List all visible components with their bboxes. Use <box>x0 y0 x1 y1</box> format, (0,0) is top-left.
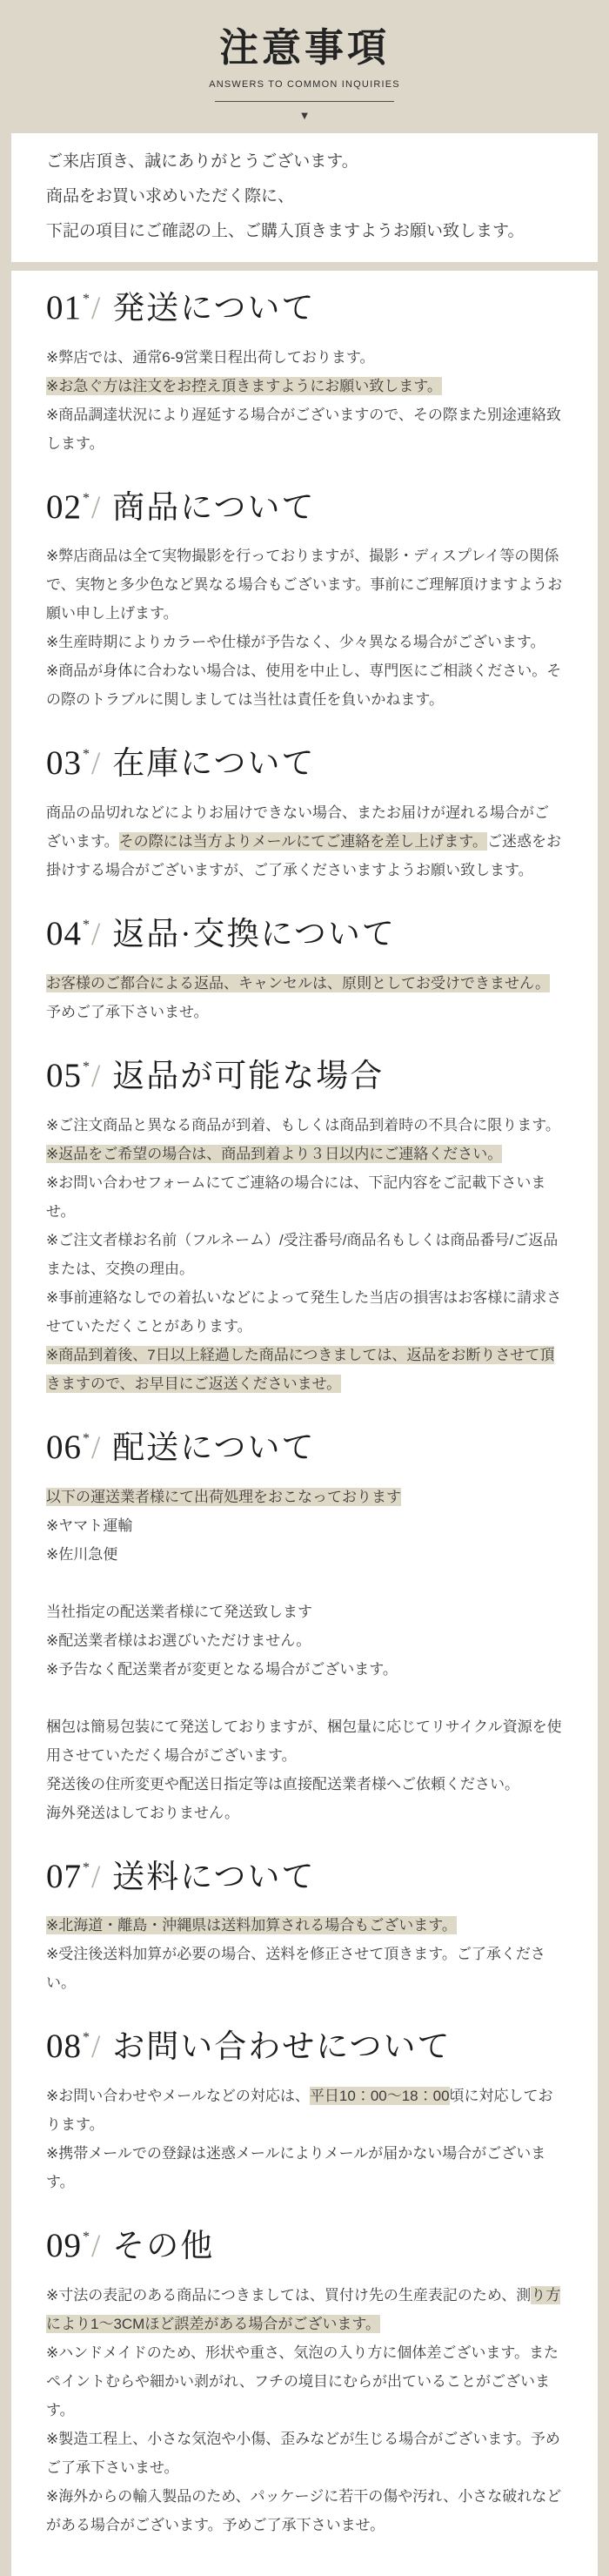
notes-section <box>46 1857 563 1998</box>
paragraph <box>46 628 563 656</box>
text-segment: ※寸法の表記のある商品につきましては、買付け先の生産表記のため、測 <box>46 2286 532 2304</box>
asterisk-icon: * <box>83 291 91 306</box>
paragraph <box>46 1483 563 1511</box>
notes-section <box>46 1428 563 1827</box>
notes-section <box>46 288 563 458</box>
page-header <box>0 0 609 133</box>
slash-separator: / <box>91 2229 103 2265</box>
asterisk-icon: * <box>83 747 91 763</box>
slash-separator: / <box>91 489 103 526</box>
paragraph <box>46 1283 563 1341</box>
notes-section <box>46 743 563 884</box>
notes-section <box>46 488 563 715</box>
page-subtitle: ANSWERS TO COMMON INQUIRIES <box>209 78 400 90</box>
asterisk-icon: * <box>83 2030 91 2046</box>
text-segment: ※製造工程上、小さな気泡や小傷、歪みなどが生じる場合がございます。予めご了承下さいませ。 <box>46 2430 560 2476</box>
paragraph <box>46 2281 563 2338</box>
paragraph <box>46 1226 563 1283</box>
paragraph <box>46 1168 563 1226</box>
asterisk-icon: * <box>83 1430 91 1446</box>
paragraph <box>46 1626 563 1655</box>
text-segment: ※ご注文商品と異なる商品が到着、もしくは商品到着時の不具合に限ります。 <box>46 1116 560 1133</box>
section-heading <box>46 2027 563 2068</box>
asterisk-icon: * <box>83 490 91 506</box>
section-heading <box>46 288 563 329</box>
text-segment: 梱包は簡易包装にて発送しておりますが、梱包量に応じてリサイクル資源を使用させていただく場合がございます。 <box>46 1718 562 1764</box>
section-body <box>46 541 563 714</box>
paragraph <box>46 2082 563 2139</box>
section-number: 08 <box>46 2028 82 2066</box>
slash-separator: / <box>91 746 103 783</box>
section-number: 02 <box>46 488 82 526</box>
paragraph <box>46 798 563 884</box>
text-segment: 海外発送はしておりません。 <box>46 1804 240 1821</box>
highlighted-text: ※お急ぐ方は注文をお控え頂きますようにお願い致します。 <box>46 377 442 394</box>
section-body <box>46 969 563 1026</box>
section-title: 配送について <box>112 1429 316 1466</box>
notes-section <box>46 1056 563 1398</box>
highlighted-text: ※返品をご希望の場合は、商品到着より３日以内にご連絡ください。 <box>46 1145 503 1162</box>
intro-line: 下記の項目にご確認の上、ご購入頂きますようお願い致します。 <box>46 221 525 240</box>
section-title: その他 <box>112 2229 215 2265</box>
paragraph <box>46 2338 563 2425</box>
section-number: 04 <box>46 915 82 953</box>
section-number: 01 <box>46 288 82 326</box>
paragraph <box>46 1597 563 1626</box>
text-segment: 発送後の住所変更や配送日指定等は直接配送業者様へご依頼ください。 <box>46 1775 519 1792</box>
intro-line: ご来店頂き、誠にありがとうございます。 <box>46 151 358 171</box>
text-segment: ※お問い合わせフォームにてご連絡の場合には、下記内容をご記載下さいませ。 <box>46 1174 546 1220</box>
section-body <box>46 1911 563 1997</box>
text-segment: ※生産時期によりカラーや仕様が予告なく、少々異なる場合がございます。 <box>46 634 545 651</box>
text-segment: ※商品が身体に合わない場合は、使用を中止し、専門医にご相談ください。その際のトラブルに関しましては当社は責任を負いかねます。 <box>46 662 562 709</box>
section-title: 在庫について <box>112 746 316 783</box>
text-segment: ※ご注文者様お名前（フルネーム）/受注番号/商品名もしくは商品番号/ご返品または、交換の理由。 <box>46 1231 559 1277</box>
intro-line: 商品をお買い求めいただく際に、 <box>46 186 295 205</box>
paragraph <box>46 2139 563 2196</box>
section-body <box>46 2082 563 2196</box>
paragraph <box>46 1655 563 1684</box>
paragraph <box>46 1540 563 1569</box>
section-number: 06 <box>46 1428 82 1466</box>
slash-separator: / <box>91 917 103 953</box>
section-body <box>46 1111 563 1398</box>
section-title: 返品が可能な場合 <box>112 1058 385 1094</box>
text-segment: ※受注後送料加算が必要の場合、送料を修正させて頂きます。ご了承ください。 <box>46 1946 545 1992</box>
paragraph <box>46 998 563 1026</box>
asterisk-icon: * <box>83 1860 91 1875</box>
section-body <box>46 798 563 884</box>
paragraph <box>46 400 563 458</box>
text-segment: ※ハンドメイドのため、形状や重さ、気泡の入り方に個体差ございます。またペイントむらや細かい剥がれ、フチの境目にむらが出ていることがございます。 <box>46 2344 559 2418</box>
paragraph <box>46 372 563 400</box>
section-heading <box>46 914 563 955</box>
intro-card <box>11 133 598 262</box>
section-number: 03 <box>46 744 82 783</box>
text-segment: ※佐川急便 <box>46 1545 118 1563</box>
text-segment: ※商品調達状況により遅延する場合がございますので、その際また別途連絡致します。 <box>46 406 561 452</box>
paragraph <box>46 343 563 372</box>
title-divider <box>215 101 394 102</box>
slash-separator: / <box>91 1859 103 1895</box>
notes-card <box>11 271 598 2576</box>
section-body <box>46 343 563 458</box>
paragraph <box>46 656 563 714</box>
text-segment: 頃に対応しております。 <box>46 2088 553 2134</box>
text-segment: ※配送業者様はお選びいただけません。 <box>46 1631 311 1649</box>
text-segment: 当社指定の配送業者様にて発送致します <box>46 1603 312 1620</box>
paragraph <box>46 1940 563 1997</box>
text-segment: ※弊店では、通常6-9営業日程出荷しております。 <box>46 348 375 366</box>
section-title: 商品について <box>112 489 316 526</box>
slash-separator: / <box>91 1429 103 1466</box>
paragraph <box>46 1140 563 1168</box>
section-title: お問い合わせについて <box>112 2029 452 2066</box>
notes-section <box>46 2226 563 2539</box>
text-segment: ※予告なく配送業者が変更となる場合がございます。 <box>46 1660 398 1678</box>
highlighted-text: 平日10：00～18：00 <box>309 2088 450 2105</box>
text-segment: ※事前連絡なしでの着払いなどによって発生した当店の損害はお客様に請求させていただくことがあります。 <box>46 1288 562 1335</box>
paragraph <box>46 2482 563 2539</box>
paragraph <box>46 1770 563 1799</box>
page-title: 注意事項 <box>218 26 390 70</box>
notes-section <box>46 2027 563 2196</box>
section-heading <box>46 1056 563 1097</box>
slash-separator: / <box>91 1058 103 1094</box>
paragraph <box>46 2425 563 2482</box>
section-heading <box>46 488 563 528</box>
down-triangle-icon: ▼ <box>298 108 311 122</box>
text-segment: 予めご了承下さいませ。 <box>46 1003 209 1020</box>
asterisk-icon: * <box>83 918 91 933</box>
paragraph <box>46 1341 563 1398</box>
text-segment: ※海外からの輸入製品のため、パッケージに若干の傷や汚れ、小さな破れなどがある場合がございます。予めご了承下さいませ。 <box>46 2487 562 2533</box>
notes-section <box>46 914 563 1026</box>
section-body <box>46 2281 563 2539</box>
section-body <box>46 1483 563 1827</box>
paragraph <box>46 541 563 628</box>
section-heading <box>46 1428 563 1469</box>
paragraph <box>46 1111 563 1140</box>
text-segment: ご迷惑をお掛けする場合がございますが、ご了承くださいますようお願い致します。 <box>46 833 561 879</box>
section-title: 返品·交換について <box>112 917 396 953</box>
highlighted-text: ※商品到着後、7日以上経過した商品につきましては、返品をお断りさせて頂きますので、お早目にご返送くださいませ。 <box>46 1346 555 1392</box>
highlighted-text: その際には当方よりメールにてご連絡を差し上げます。 <box>118 833 487 851</box>
section-heading <box>46 1857 563 1898</box>
text-segment: 商品の品切れなどによりお届けできない場合、またお届けが遅れる場合がございます。 <box>46 804 549 851</box>
text-segment: ※弊店商品は全て実物撮影を行っておりますが、撮影・ディスプレイ等の関係で、実物と多少色など異なる場合もございます。事前にご理解頂けますようお願い申し上げます。 <box>46 548 563 622</box>
text-segment: ※ヤマト運輸 <box>46 1517 133 1534</box>
section-title: 発送について <box>112 290 316 326</box>
paragraph <box>46 1511 563 1540</box>
slash-separator: / <box>91 2029 103 2066</box>
asterisk-icon: * <box>83 2230 91 2245</box>
highlighted-text: 以下の運送業者様にて出荷処理をおこなっております <box>46 1488 401 1505</box>
section-title: 送料について <box>112 1859 316 1895</box>
slash-separator: / <box>91 290 103 326</box>
paragraph <box>46 1799 563 1827</box>
section-number: 09 <box>46 2227 82 2265</box>
highlighted-text: ※北海道・離島・沖縄県は送料加算される場合もございます。 <box>46 1917 457 1934</box>
paragraph <box>46 969 563 998</box>
asterisk-icon: * <box>83 1059 91 1074</box>
highlighted-text: り方により1～3CMほど誤差がある場合がございます。 <box>46 2286 561 2332</box>
text-segment: ※お問い合わせやメールなどの対応は、 <box>46 2088 310 2105</box>
highlighted-text: お客様のご都合による返品、キャンセルは、原則としてお受けできません。 <box>46 974 551 992</box>
text-segment: ※携帯メールでの登録は迷惑メールによりメールが届かない場合がございます。 <box>46 2145 546 2191</box>
section-number: 05 <box>46 1056 82 1094</box>
paragraph <box>46 1712 563 1770</box>
paragraph <box>46 1911 563 1940</box>
section-number: 07 <box>46 1857 82 1895</box>
section-heading <box>46 743 563 784</box>
section-heading <box>46 2226 563 2267</box>
